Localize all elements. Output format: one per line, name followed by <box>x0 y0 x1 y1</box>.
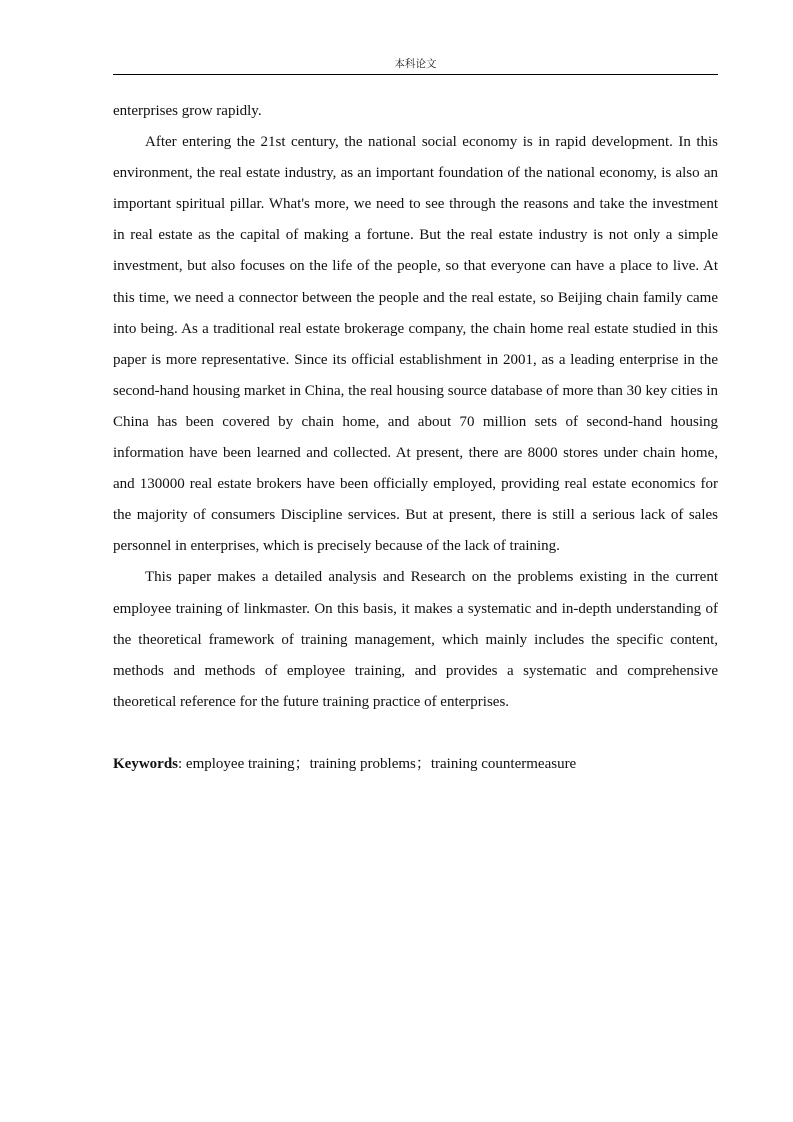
paragraph-background: After entering the 21st century, the national social economy is in rapid development. In this environment, the real estate industry, as an important foundation of the national economy, is also an important spiritual pillar. What's more, we need to see through the reasons and take the investment in real estate as the capital of making a fortune. But the real estate industry is not only a simple investment, but also focuses on the life of the people, so that everyone can have a place to live. At this time, we need a connector between the people and the real estate, so Beijing chain family came into being. As a traditional real estate brokerage company, the chain home real estate studied in this paper is more representative. Since its official establishment in 2001, as a leading enterprise in the second-hand housing market in China, the real housing source database of more than 30 key cities in China has been covered by chain home, and about 70 million sets of second-hand housing information have been learned and collected. At present, there are 8000 stores under chain home, and 130000 real estate brokers have been officially employed, providing real estate economics for the majority of consumers Discipline services. But at present, there is still a serious lack of sales personnel in enterprises, which is precisely because of the lack of training. <box>113 134 718 555</box>
header-title: 本科论文 <box>394 58 437 70</box>
keywords-line <box>113 749 718 780</box>
document-body <box>113 96 718 780</box>
paragraph-scope: This paper makes a detailed analysis and Research on the problems existing in the current employee training of linkmaster. On this basis, it makes a systematic and in-depth understanding of the theoretical framework of training management, which mainly includes the specific content, methods and methods of employee training, and provides a systematic and comprehensive theoretical reference for the future training practice of enterprises. <box>113 569 718 710</box>
keywords-text: : employee training；training problems；training countermeasure <box>178 755 577 772</box>
paragraph-continuation: enterprises grow rapidly. <box>113 103 262 119</box>
keywords-label: Keywords <box>113 755 178 772</box>
page-header <box>113 54 718 75</box>
